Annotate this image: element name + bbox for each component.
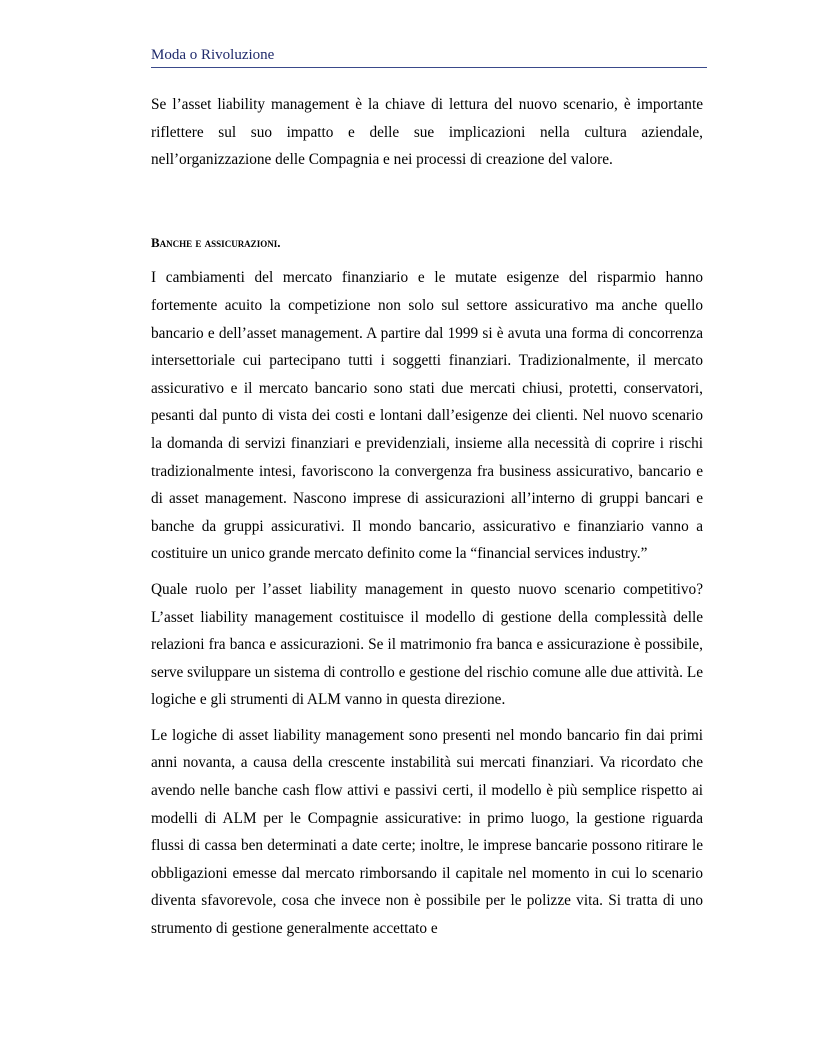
intro-paragraph: Se l’asset liability management è la chiave di lettura del nuovo scenario, è importante riflettere sul suo impatto e delle sue implicazioni nella cultura aziendale, nell’organizzazione delle Compagnia e nei processi di creazione del valore. [151,96,703,169]
body-paragraph: I cambiamenti del mercato finanziario e le mutate esigenze del risparmio hanno fortemente acuito la competizione non solo sul settore assicurativo ma anche quello bancario e dell’asset management. A partire dal 1999 si è avuta una forma di concorrenza intersettoriale cui partecipano tutti i soggetti finanziari. Tradizionalmente, il mercato assicurativo e il mercato bancario sono stati due mercati chiusi, protetti, conservatori, pesanti dal punto di vista dei costi e lontani dall’esigenze dei clienti. Nel nuovo scenario la domanda di servizi finanziari e previdenziali, insieme alla necessità di coprire i rischi tradizionalmente intesi, favoriscono la convergenza fra business assicurativo, bancario e di asset management. Nascono imprese di assicurazioni all’interno di gruppi bancari e banche da gruppi assicurativi. Il mondo bancario, assicurativo e finanziario vanno a costituire un unico grande mercato definito come la “financial services industry.” [151,269,703,563]
running-header [151,47,707,68]
running-title: Moda o Rivoluzione [151,47,275,63]
body-paragraph: Quale ruolo per l’asset liability management in questo nuovo scenario competitivo? L’asset liability management costituisce il modello di gestione della complessità delle relazioni fra banca e assicurazioni. Se il matrimonio fra banca e assicurazione è possibile, serve sviluppare un sistema di controllo e gestione del rischio comune alle due attività. Le logiche e gli strumenti di ALM vanno in questa direzione. [151,580,703,709]
page-body [151,91,703,951]
section-heading: Banche e assicurazioni. [151,234,281,250]
body-paragraph: Le logiche di asset liability management sono presenti nel mondo bancario fin dai primi anni novanta, a causa della crescente instabilità sui mercati finanziari. Va ricordato che avendo nelle banche cash flow attivi e passivi certi, il modello è più semplice rispetto ai modelli di ALM per le Compagnie assicurative: in primo luogo, la gestione riguarda flussi di cassa ben determinati a date certe; inoltre, le imprese bancarie possono ritirare le obbligazioni emesse dal mercato rimborsando il capitale nel momento in cui lo scenario diventa sfavorevole, cosa che invece non è possibile per le polizze vita. Si tratta di uno strumento di gestione generalmente accettato e [151,726,703,938]
